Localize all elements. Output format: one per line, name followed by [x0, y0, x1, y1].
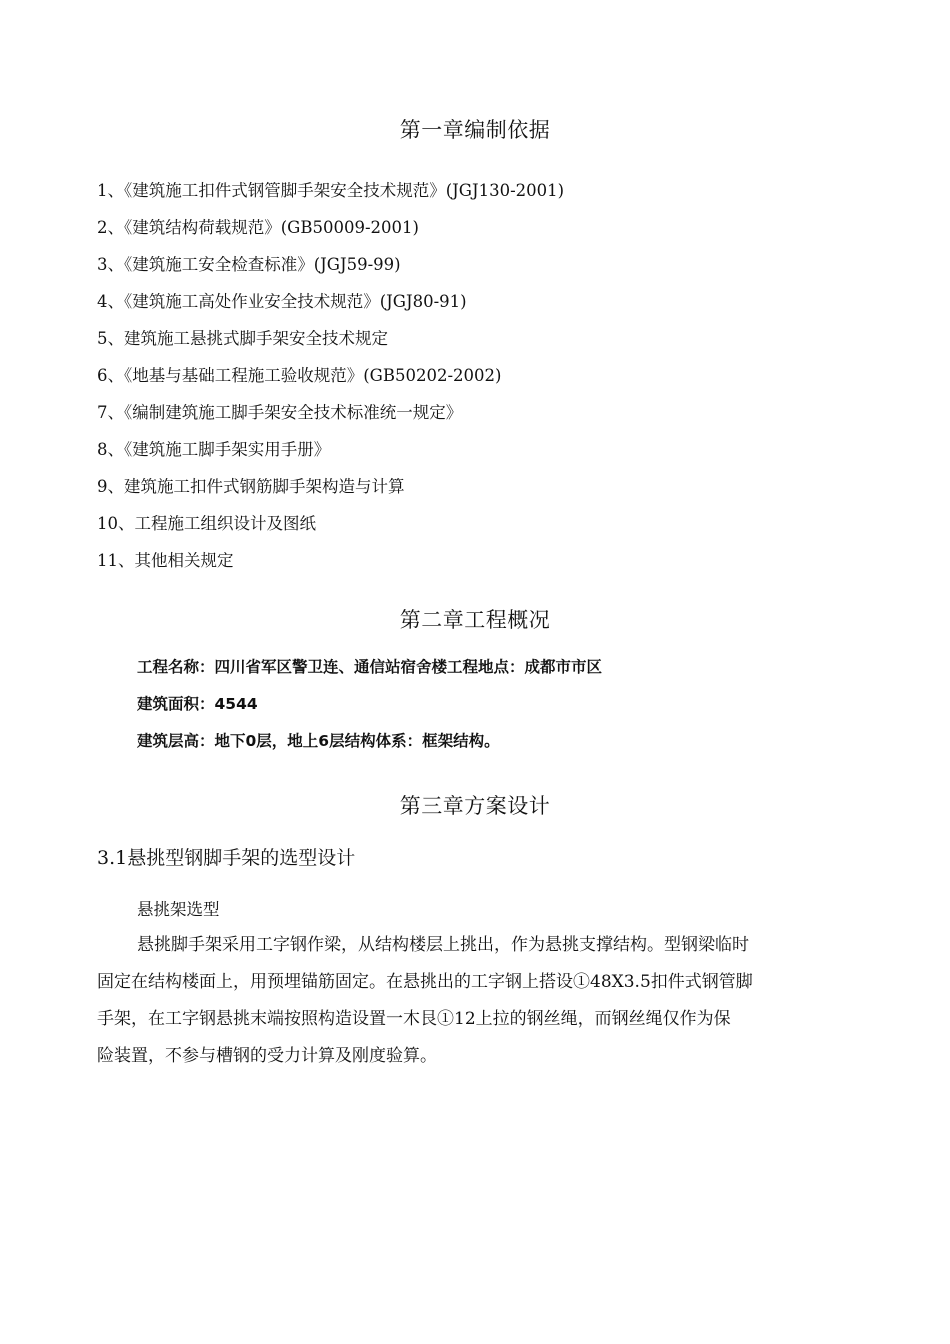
chapter1-title: 第一章编制依据 [399, 118, 551, 142]
paragraph-line: 悬挑脚手架采用工字钢作梁，从结构楼层上挑出，作为悬挑支撑结构。型钢梁临时 [137, 935, 749, 955]
section-heading: 3.1悬挑型钢脚手架的选型设计 [97, 847, 356, 869]
reference-item: 5、建筑施工悬挑式脚手架安全技术规定 [97, 329, 388, 348]
reference-list [97, 176, 564, 583]
subheading: 悬挑架选型 [137, 900, 220, 919]
body-paragraph [97, 928, 842, 1076]
reference-item: 6、《地基与基础工程施工验收规范》(GB50202-2002) [97, 366, 502, 385]
chapter3-title: 第三章方案设计 [399, 794, 551, 818]
project-overview [137, 652, 602, 763]
building-area-line: 建筑面积：4544 [137, 695, 258, 713]
reference-item: 1、《建筑施工扣件式钢管脚手架安全技术规范》(JGJ130-2001) [97, 181, 565, 200]
reference-item: 11、其他相关规定 [97, 551, 234, 570]
paragraph-line: 手架，在工字钢悬挑末端按照构造设置一木艮①12上拉的钢丝绳，而钢丝绳仅作为保 [97, 1009, 731, 1029]
reference-item: 7、《编制建筑施工脚手架安全技术标准统一规定》 [97, 403, 463, 422]
reference-item: 3、《建筑施工安全检查标准》(JGJ59-99) [97, 255, 401, 274]
reference-item: 4、《建筑施工高处作业安全技术规范》(JGJ80-91) [97, 292, 467, 311]
reference-item: 8、《建筑施工脚手架实用手册》 [97, 440, 331, 459]
reference-item: 10、工程施工组织设计及图纸 [97, 514, 316, 533]
chapter2-title: 第二章工程概况 [399, 608, 551, 632]
building-floors-line: 建筑层高：地下0层，地上6层结构体系：框架结构。 [137, 732, 500, 750]
project-name-line: 工程名称：四川省军区警卫连、通信站宿舍楼工程地点：成都市市区 [137, 658, 603, 676]
reference-item: 9、建筑施工扣件式钢筋脚手架构造与计算 [97, 477, 405, 496]
paragraph-line: 固定在结构楼面上，用预埋锚筋固定。在悬挑出的工字钢上搭设①48X3.5扣件式钢管脚 [97, 972, 753, 992]
paragraph-line: 险装置，不参与槽钢的受力计算及刚度验算。 [97, 1046, 437, 1066]
reference-item: 2、《建筑结构荷载规范》(GB50009-2001) [97, 218, 419, 237]
